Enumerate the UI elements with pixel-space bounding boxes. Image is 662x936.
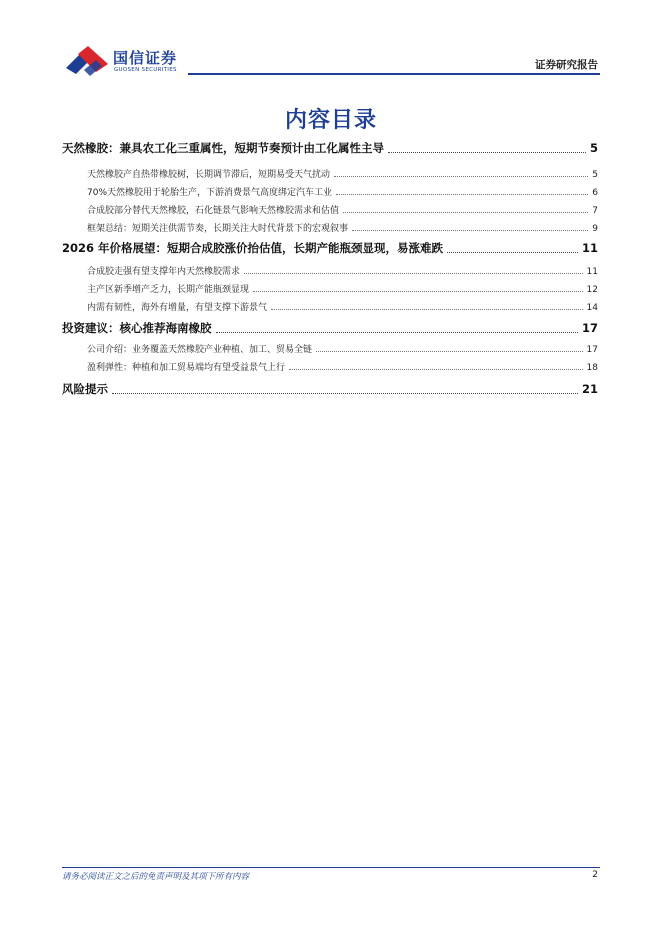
toc-page-number: 5: [589, 141, 598, 155]
toc-entry-text: 内需有韧性，海外有增量，有望支撑下游景气: [87, 303, 268, 313]
toc-dot-leader: [336, 194, 588, 195]
toc-page-number: 9: [592, 224, 598, 234]
footer-page-number: 2: [592, 870, 598, 880]
toc-subsection-entry[interactable]: [62, 300, 598, 313]
toc-subsection-entry[interactable]: [62, 221, 598, 234]
toc-title: 内容目录: [284, 108, 377, 133]
toc-dot-leader: [334, 176, 588, 177]
toc-page-number: 5: [592, 170, 598, 180]
toc-dot-leader: [388, 152, 586, 153]
toc-section-entry[interactable]: [62, 140, 598, 156]
toc-subsection-entry[interactable]: [62, 264, 598, 277]
toc-entry-text: 2026 年价格展望：短期合成胶涨价抬估值，长期产能瓶颈显现，易涨难跌: [62, 241, 444, 255]
toc-subsection-entry[interactable]: [62, 342, 598, 355]
toc-entry-text: 投资建议：核心推荐海南橡胶: [62, 321, 212, 335]
toc-subsection-entry[interactable]: [62, 167, 598, 180]
toc-page-number: 17: [586, 345, 598, 355]
toc-page-number: 11: [581, 241, 598, 255]
guosen-logo-mark-icon: [64, 46, 110, 78]
page-header: [0, 0, 662, 80]
toc-dot-leader: [289, 369, 583, 370]
toc-page-number: 18: [586, 363, 598, 373]
toc-dot-leader: [216, 332, 578, 333]
toc-dot-leader: [253, 291, 583, 292]
toc-page-number: 7: [592, 206, 598, 216]
toc-entry-text: 主产区新季增产乏力，长期产能瓶颈显现: [87, 285, 250, 295]
toc-entry-text: 天然橡胶：兼具农工化三重属性，短期节奏预计由工化属性主导: [62, 141, 384, 155]
footer-disclaimer: 请务必阅读正文之后的免责声明及其项下所有内容: [62, 872, 250, 882]
toc-entry-text: 天然橡胶产自热带橡胶树，长期调节滞后，短期易受天气扰动: [87, 170, 331, 180]
toc-entry-text: 合成胶部分替代天然橡胶，石化链景气影响天然橡胶需求和估值: [87, 206, 340, 216]
toc-entry-text: 公司介绍：业务覆盖天然橡胶产业种植、加工、贸易全链: [87, 345, 313, 355]
toc-entry-text: 框架总结：短期关注供需节奏，长期关注大时代背景下的宏观叙事: [87, 224, 349, 234]
toc-dot-leader: [271, 309, 583, 310]
toc-subsection-entry[interactable]: [62, 185, 598, 198]
toc-subsection-entry[interactable]: [62, 360, 598, 373]
toc-dot-leader: [352, 230, 588, 231]
toc-section-entry[interactable]: [62, 320, 598, 336]
toc-page-number: 6: [592, 188, 598, 198]
toc-dot-leader: [343, 212, 588, 213]
toc-subsection-entry[interactable]: [62, 282, 598, 295]
footer-divider: [62, 867, 600, 868]
toc-entry-text: 盈利弹性：种植和加工贸易端均有望受益景气上行: [87, 363, 286, 373]
toc-page-number: 21: [581, 382, 598, 396]
logo-english-name: GUOSEN SECURITIES: [114, 67, 177, 73]
toc-dot-leader: [447, 252, 578, 253]
toc-entry-text: 70%天然橡胶用于轮胎生产，下游消费景气高度绑定汽车工业: [87, 188, 333, 198]
toc-entry-text: 风险提示: [62, 382, 108, 396]
logo-chinese-name: 国信证券: [113, 49, 178, 67]
toc-section-entry[interactable]: [62, 240, 598, 256]
toc-dot-leader: [244, 273, 583, 274]
header-divider: [188, 73, 600, 75]
guosen-logo: [64, 46, 184, 78]
toc-page-number: 14: [586, 303, 598, 313]
toc-entry-text: 合成胶走强有望支撑年内天然橡胶需求: [87, 267, 241, 277]
toc-dot-leader: [316, 351, 583, 352]
toc-section-entry[interactable]: [62, 381, 598, 397]
toc-subsection-entry[interactable]: [62, 203, 598, 216]
report-type-label: 证券研究报告: [535, 59, 598, 71]
toc-page-number: 11: [586, 267, 598, 277]
toc-dot-leader: [112, 393, 578, 394]
toc-page-number: 17: [581, 321, 598, 335]
toc-page-number: 12: [586, 285, 598, 295]
